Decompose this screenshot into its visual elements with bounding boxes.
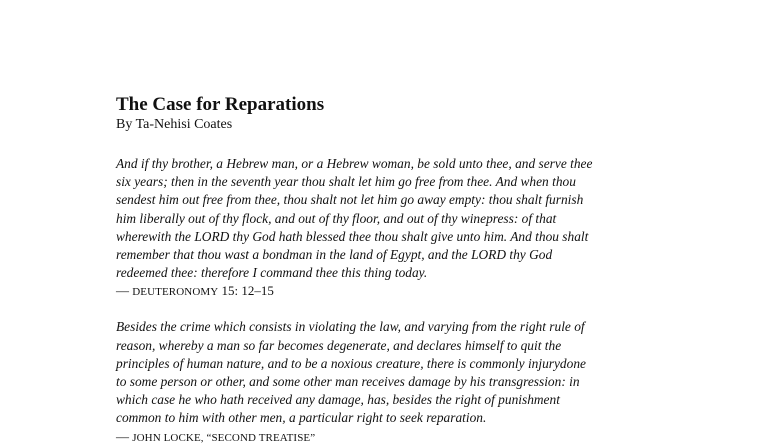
- quote-line: common to him with other men, a particular right to seek reparation.: [116, 410, 487, 426]
- epigraph-quote: [116, 318, 676, 427]
- quote-line: him liberally out of thy flock, and out of thy floor, and out of thy winepress: of that: [116, 210, 557, 226]
- attribution-reference: 15: 12–15: [218, 283, 274, 299]
- attribution-source: DEUTERONOMY: [132, 286, 219, 299]
- attribution-source: JOHN LOCKE, “SECOND TREATISE”: [132, 431, 316, 444]
- quote-line: redeemed thee: therefore I command thee this thing today.: [116, 265, 428, 281]
- quote-line: reason, whereby a man so far becomes degenerate, and declares himself to quit the: [116, 337, 562, 353]
- quote-line: Besides the crime which consists in violating the law, and varying from the right rule of: [116, 319, 585, 335]
- attribution-dash: —: [116, 428, 133, 444]
- quote-line: six years; then in the seventh year thou shalt let him go free from thee. And when thou: [116, 174, 576, 190]
- attribution-dash: —: [116, 283, 133, 299]
- epigraph-locke: [116, 318, 676, 446]
- quote-line: to some person or other, and some other man receives damage by his transgression: in: [116, 374, 580, 390]
- document-title: The Case for Reparations: [116, 94, 325, 115]
- document-page: [116, 94, 676, 447]
- epigraph-deuteronomy: [116, 155, 676, 301]
- document-byline: By Ta-Nehisi Coates: [116, 117, 233, 132]
- epigraph-quote: [116, 155, 676, 282]
- quote-line: remember that thou wast a bondman in the land of Egypt, and the LORD thy God: [116, 247, 553, 263]
- quote-line: And if thy brother, a Hebrew man, or a Hebrew woman, be sold unto thee, and serve thee: [116, 156, 593, 171]
- quote-line: which case he who hath received any damage, has, besides the right of punishment: [116, 392, 560, 408]
- quote-line: wherewith the LORD thy God hath blessed thee thou shalt give unto him. And thou shalt: [116, 228, 589, 244]
- quote-line: sendest him out free from thee, thou shalt not let him go away empty: thou shalt furnish: [116, 192, 584, 208]
- epigraph-attribution: [116, 428, 676, 447]
- epigraph-attribution: [116, 282, 676, 301]
- quote-line: principles of human nature, and to be a noxious creature, there is commonly injurydone: [116, 355, 586, 371]
